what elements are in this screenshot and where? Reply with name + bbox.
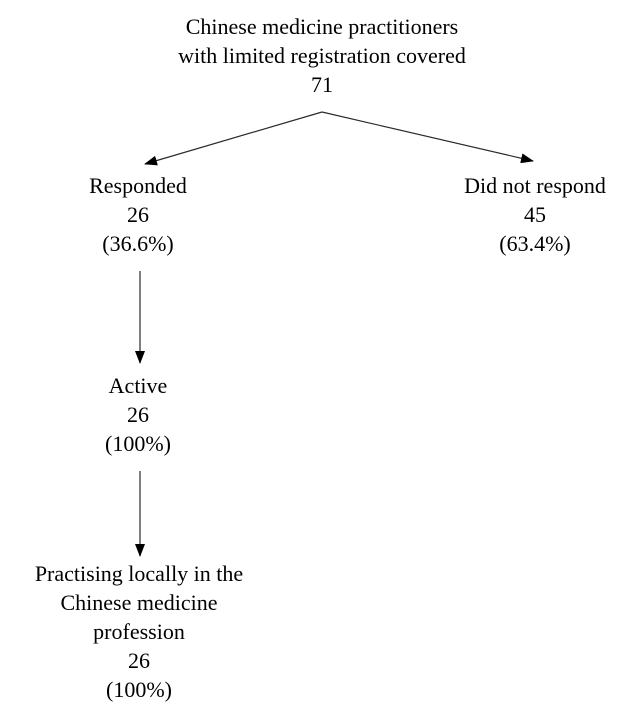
node-practising-label-line3: profession <box>93 619 185 644</box>
node-did-not-respond-percent: (63.4%) <box>499 231 571 256</box>
arrow-total-to-responded <box>145 112 322 164</box>
node-total-count: 71 <box>310 72 333 97</box>
node-practising-label-line1: Practising locally in the <box>34 561 244 586</box>
node-did-not-respond <box>464 171 606 258</box>
node-total-title-line2: with limited registration covered <box>178 43 466 68</box>
node-practising-label-line2: Chinese medicine <box>60 590 218 615</box>
arrow-total-to-did-not-respond <box>322 112 533 161</box>
node-responded <box>89 171 187 258</box>
node-practising <box>35 559 243 704</box>
node-practising-count: 26 <box>127 648 150 673</box>
node-active-percent: (100%) <box>105 431 171 456</box>
node-did-not-respond-label: Did not respond <box>464 173 606 198</box>
node-practising-percent: (100%) <box>106 677 172 702</box>
node-active <box>105 371 171 458</box>
node-responded-label: Responded <box>89 173 187 198</box>
node-responded-count: 26 <box>126 202 149 227</box>
node-active-label: Active <box>108 373 168 398</box>
node-active-count: 26 <box>126 402 149 427</box>
node-responded-percent: (36.6%) <box>102 231 174 256</box>
node-total-title-line1: Chinese medicine practitioners <box>185 14 459 39</box>
node-total <box>178 12 466 99</box>
node-did-not-respond-count: 45 <box>523 202 546 227</box>
